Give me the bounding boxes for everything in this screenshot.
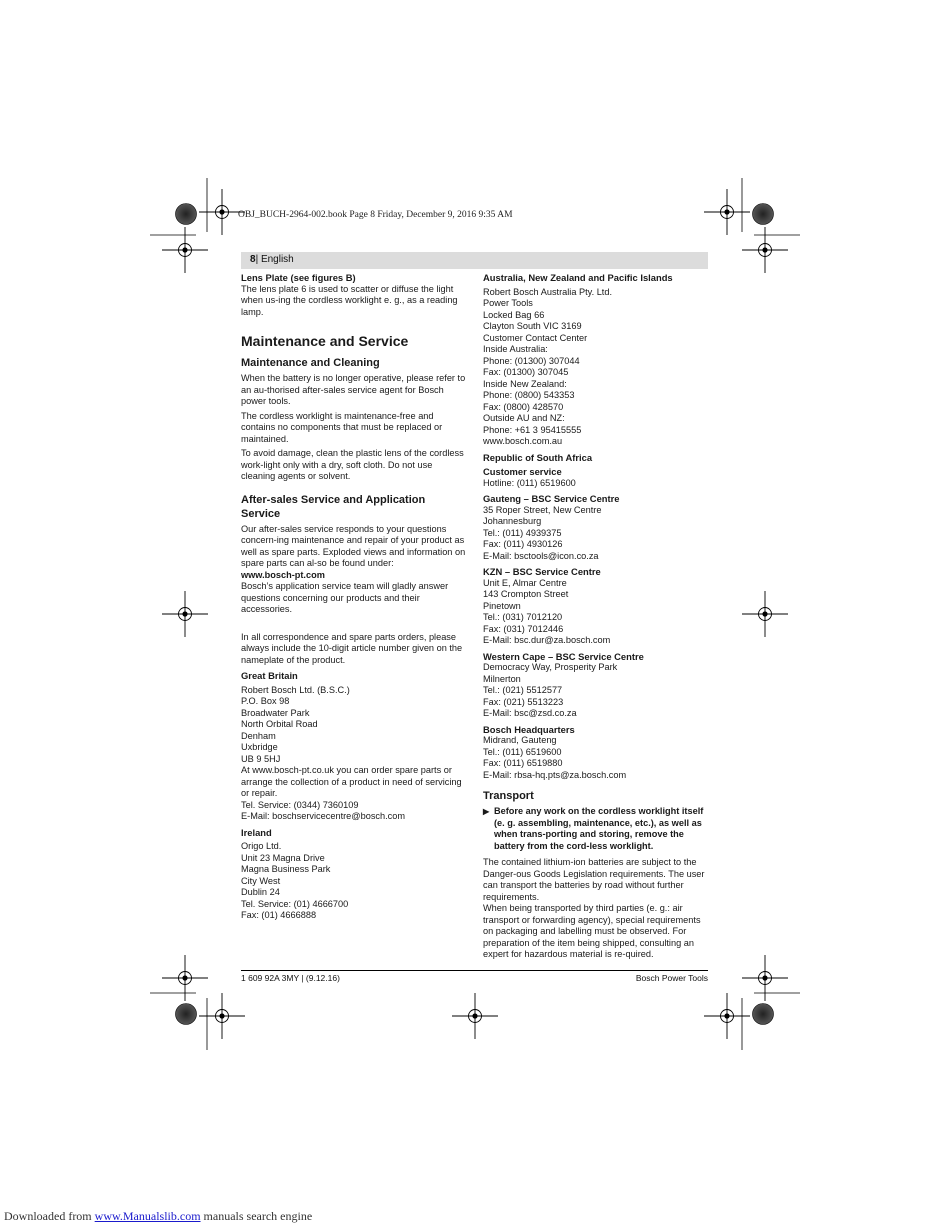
address-line: UB 9 5HJ bbox=[241, 753, 281, 764]
transport-heading: Transport bbox=[483, 790, 534, 802]
address-line: North Orbital Road bbox=[241, 719, 318, 729]
address-line: Uxbridge bbox=[241, 742, 278, 752]
address-line: Democracy Way, Prosperity Park bbox=[483, 662, 618, 672]
page-number: 8 bbox=[250, 254, 256, 265]
after-sales-paragraph: Our after-sales service responds to your questions concern-ing maintenance and repair of your product as well as spare parts. Exploded views and information on spare parts can al-so be found under: bbox=[241, 523, 466, 568]
registration-dot bbox=[176, 204, 197, 225]
address-line: Fax: (01) 4666888 bbox=[241, 910, 317, 920]
western-cape-heading: Western Cape – BSC Service Centre bbox=[483, 650, 644, 662]
australia-heading: Australia, New Zealand and Pacific Islands bbox=[483, 272, 673, 283]
address-line: Outside AU and NZ: bbox=[483, 413, 565, 423]
address-line: Locked Bag 66 bbox=[483, 309, 545, 320]
page-section: | English bbox=[255, 254, 294, 265]
address-line: Magna Business Park bbox=[241, 864, 331, 874]
lens-plate-heading: Lens Plate (see figures B) bbox=[241, 272, 356, 283]
hotline: Hotline: (011) 6519600 bbox=[483, 477, 576, 488]
south-africa-heading: Republic of South Africa bbox=[483, 451, 593, 463]
cleaning-paragraph: When the battery is no longer operative, please refer to an au-thorised after-sales service agent for Bosch power tools. bbox=[241, 373, 466, 406]
address-line: Fax: (01300) 307045 bbox=[483, 367, 569, 377]
crop-cross bbox=[162, 591, 208, 637]
kzn-heading: KZN – BSC Service Centre bbox=[483, 566, 601, 577]
book-header-note: OBJ_BUCH-2964-002.book Page 8 Friday, December 9, 2016 9:35 AM bbox=[238, 210, 513, 220]
great-britain-heading: Great Britain bbox=[241, 670, 298, 681]
address-line: Johannesburg bbox=[483, 516, 542, 526]
address-line: Tel.: (031) 7012120 bbox=[483, 612, 563, 622]
download-note bbox=[4, 1209, 312, 1224]
address-line: Pinetown bbox=[483, 600, 521, 611]
transport-warning bbox=[483, 806, 709, 852]
address-line: Unit E, Almar Centre bbox=[483, 577, 567, 588]
address-line: 143 Crompton Street bbox=[483, 589, 569, 599]
maintenance-service-heading: Maintenance and Service bbox=[241, 333, 409, 349]
address-line: E-Mail: bsctools@icon.co.za bbox=[483, 550, 599, 561]
left-column bbox=[241, 272, 467, 922]
crop-cross bbox=[742, 955, 788, 1001]
crop-cross bbox=[199, 993, 245, 1039]
address-line: Phone: +61 3 95415555 bbox=[483, 424, 582, 435]
address-line: Dublin 24 bbox=[241, 887, 280, 897]
address-line: Fax: (0800) 428570 bbox=[483, 401, 564, 412]
address-line: Inside New Zealand: bbox=[483, 378, 567, 389]
address-line: E-Mail: rbsa-hq.pts@za.bosch.com bbox=[483, 769, 627, 780]
crop-cross bbox=[162, 227, 208, 273]
address-line: Fax: (011) 6519880 bbox=[483, 758, 563, 768]
lens-plate-text: The lens plate 6 is used to scatter or diffuse the light when us-ing the cordless worklight e. g., as a reading lamp. bbox=[241, 283, 458, 317]
headquarters-heading: Bosch Headquarters bbox=[483, 723, 575, 735]
address-line: Fax: (021) 5513223 bbox=[483, 696, 564, 707]
address-line: E-Mail: bsc@zsd.co.za bbox=[483, 708, 577, 718]
address-line: www.bosch.com.au bbox=[483, 436, 563, 446]
gb-email: E-Mail: boschservicecentre@bosch.com bbox=[241, 811, 406, 821]
address-line: Tel.: (011) 4939375 bbox=[483, 527, 562, 538]
manualslib-link[interactable]: www.Manualslib.com bbox=[94, 1209, 201, 1223]
crop-cross bbox=[704, 189, 750, 235]
address-line: P.O. Box 98 bbox=[241, 696, 290, 706]
gb-service-text: At www.bosch-pt.co.uk you can order spare parts or arrange the collection of a product in need of servicing or repair. bbox=[241, 765, 462, 798]
after-sales-url: www.bosch-pt.com bbox=[241, 569, 325, 580]
correspondence-note: In all correspondence and spare parts orders, please always include the 10-digit article number given on the nameplate of the product. bbox=[241, 631, 463, 665]
address-line: Inside Australia: bbox=[483, 344, 548, 354]
address-line: Robert Bosch Ltd. (B.S.C.) bbox=[241, 684, 350, 695]
address-line: Robert Bosch Australia Pty. Ltd. bbox=[483, 286, 613, 297]
application-service-paragraph: Bosch’s application service team will gladly answer questions concerning our products and their accessories. bbox=[241, 581, 449, 614]
address-line: Broadwater Park bbox=[241, 707, 310, 718]
address-line: Tel. Service: (01) 4666700 bbox=[241, 898, 349, 909]
address-line: Customer Contact Center bbox=[483, 332, 588, 343]
address-line: Midrand, Gauteng bbox=[483, 735, 557, 745]
transport-paragraph: When being transported by third parties (e. g.: air transport or forwarding agency), special requirements on packaging and labelling must be observed. For preparation of the item being shipped, consulting an expert for hazardous material is re-quired. bbox=[483, 903, 701, 959]
footer-brand: Bosch Power Tools bbox=[635, 973, 708, 983]
registration-dot bbox=[753, 204, 774, 225]
crop-cross bbox=[742, 591, 788, 637]
transport-paragraph: The contained lithium-ion batteries are subject to the Danger-ous Goods Legislation requirements. The user can transport the batteries by road without further requirements. bbox=[483, 857, 705, 902]
crop-cross bbox=[452, 993, 498, 1039]
download-prefix: Downloaded from bbox=[4, 1209, 95, 1223]
address-line: Origo Ltd. bbox=[241, 841, 282, 851]
address-line: Phone: (01300) 307044 bbox=[483, 355, 580, 366]
address-line: Unit 23 Magna Drive bbox=[241, 852, 325, 863]
address-line: Milnerton bbox=[483, 673, 521, 684]
address-line: Clayton South VIC 3169 bbox=[483, 321, 582, 331]
maintenance-cleaning-heading: Maintenance and Cleaning bbox=[241, 357, 380, 369]
right-column bbox=[483, 272, 709, 961]
address-line: Tel.: (011) 6519600 bbox=[483, 746, 562, 757]
page-number-label bbox=[250, 254, 294, 265]
ireland-heading: Ireland bbox=[241, 826, 272, 838]
address-line: Tel.: (021) 5512577 bbox=[483, 685, 563, 695]
address-line: Power Tools bbox=[483, 298, 533, 308]
crop-cross bbox=[742, 227, 788, 273]
address-line: City West bbox=[241, 875, 281, 886]
address-line: Fax: (031) 7012446 bbox=[483, 623, 564, 634]
page-header-bar bbox=[241, 252, 708, 269]
footer-article-number: 1 609 92A 3MY | (9.12.16) bbox=[241, 973, 340, 983]
address-line: E-Mail: bsc.dur@za.bosch.com bbox=[483, 635, 611, 645]
download-suffix: manuals search engine bbox=[200, 1209, 313, 1223]
address-line: Denham bbox=[241, 730, 276, 741]
address-line: Fax: (011) 4930126 bbox=[483, 539, 563, 549]
crop-cross bbox=[704, 993, 750, 1039]
address-line: Phone: (0800) 543353 bbox=[483, 390, 575, 400]
after-sales-heading: After-sales Service and Application Service bbox=[241, 493, 426, 520]
transport-warning-text: Before any work on the cordless worklight itself (e. g. assembling, maintenance, etc.), as well as when trans-porting and storing, remove the battery from the cord-less worklight. bbox=[494, 806, 704, 851]
gb-tel: Tel. Service: (0344) 7360109 bbox=[241, 799, 359, 810]
cleaning-paragraph: To avoid damage, clean the plastic lens of the cordless work-light only with a dry, soft cloth. Do not use cleaning agents or solvent. bbox=[241, 448, 464, 481]
triangle-bullet-icon: ▶ bbox=[483, 807, 490, 816]
cleaning-paragraph: The cordless worklight is maintenance-free and contains no components that must be replaced or maintained. bbox=[241, 410, 443, 444]
customer-service-heading: Customer service bbox=[483, 466, 562, 477]
footer-rule bbox=[241, 970, 708, 971]
registration-dot bbox=[176, 1004, 197, 1025]
gauteng-heading: Gauteng – BSC Service Centre bbox=[483, 493, 620, 504]
registration-dot bbox=[753, 1004, 774, 1025]
crop-cross bbox=[162, 955, 208, 1001]
address-line: 35 Roper Street, New Centre bbox=[483, 504, 602, 515]
